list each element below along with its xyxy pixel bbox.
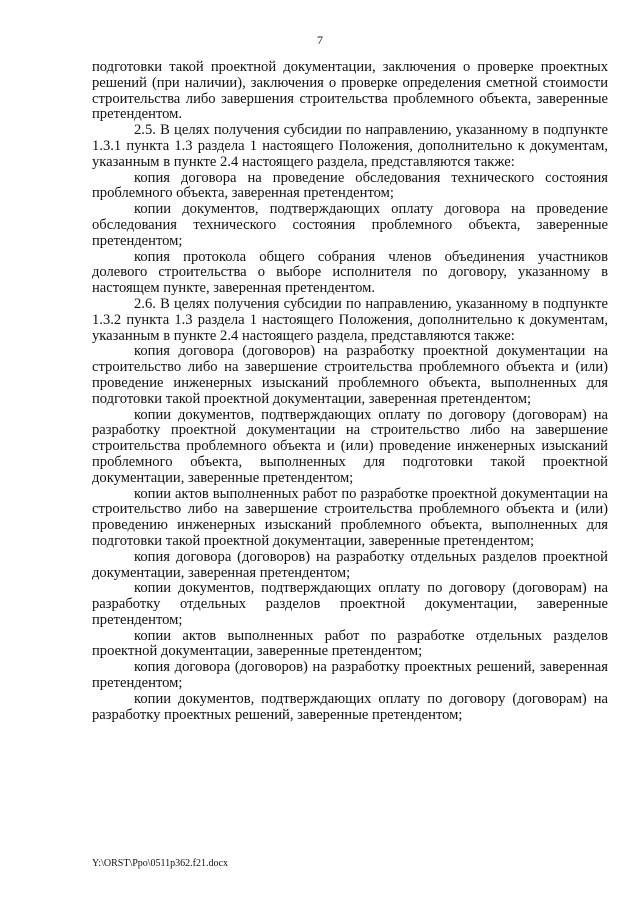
paragraph: копии документов, подтверждающих оплату по договору (договорам) на разработку проектной документации на строительство либо на завершение строительства проблемного объекта и (или) проведение инженерных изысканий проблемного объекта, выполненных для подготовки такой проектной документации, заверенные претендентом;	[92, 406, 608, 486]
paragraph-section-2-5: 2.5. В целях получения субсидии по направлению, указанному в подпункте 1.3.1 пункта 1.3 раздела 1 настоящего Положения, дополнительно к документам, указанным в пункте 2.4 настоящего раздела, представляются также:	[92, 122, 608, 170]
paragraph: копии документов, подтверждающих оплату по договору (договорам) на разработку отдельных разделов проектной документации, заверенные претендентом;	[92, 580, 608, 628]
footer-file-path: Y:\ORST\Ppo\0511p362.f21.docx	[92, 858, 228, 869]
paragraph: копия договора на проведение обследования технического состояния проблемного объекта, заверенная претендентом;	[92, 169, 608, 202]
paragraph: копия протокола общего собрания членов объединения участников долевого строительства о выборе исполнителя по договору, указанному в настоящем пункте, заверенная претендентом.	[92, 248, 608, 297]
paragraph: копия договора (договоров) на разработку проектной документации на строительство либо на завершение строительства проблемного объекта и (или) проведение инженерных изысканий проблемного объекта, выполненных для подготовки такой проектной документации, заверенная претендентом;	[92, 343, 608, 407]
paragraph: копии документов, подтверждающих оплату по договору (договорам) на разработку проектных решений, заверенные претендентом;	[92, 690, 608, 723]
paragraph: подготовки такой проектной документации, заключения о проверке проектных решений (при наличии), заключения о проверке определения сметной стоимости строительства либо завершения строительства проблемного объекта, заверенные претендентом.	[92, 59, 608, 123]
paragraph: копии документов, подтверждающих оплату договора на проведение обследования технического состояния проблемного объекта, заверенные претендентом;	[92, 201, 608, 249]
paragraph: копия договора (договоров) на разработку отдельных разделов проектной документации, заверенная претендентом;	[92, 548, 608, 581]
document-body	[92, 60, 608, 723]
page-number: 7	[317, 33, 323, 47]
paragraph: копии актов выполненных работ по разработке отдельных разделов проектной документации, заверенные претендентом;	[92, 627, 608, 660]
paragraph: копия договора (договоров) на разработку проектных решений, заверенная претендентом;	[92, 659, 608, 692]
paragraph-section-2-6: 2.6. В целях получения субсидии по направлению, указанному в подпункте 1.3.2 пункта 1.3 раздела 1 настоящего Положения, дополнительно к документам, указанным в пункте 2.4 настоящего раздела, представляются также:	[92, 295, 608, 344]
paragraph: копии актов выполненных работ по разработке проектной документации на строительство либо на завершение строительства проблемного объекта и (или) проведению инженерных изысканий проблемного объекта, выполненных для подготовки такой проектной документации, заверенные претендентом;	[92, 485, 608, 549]
